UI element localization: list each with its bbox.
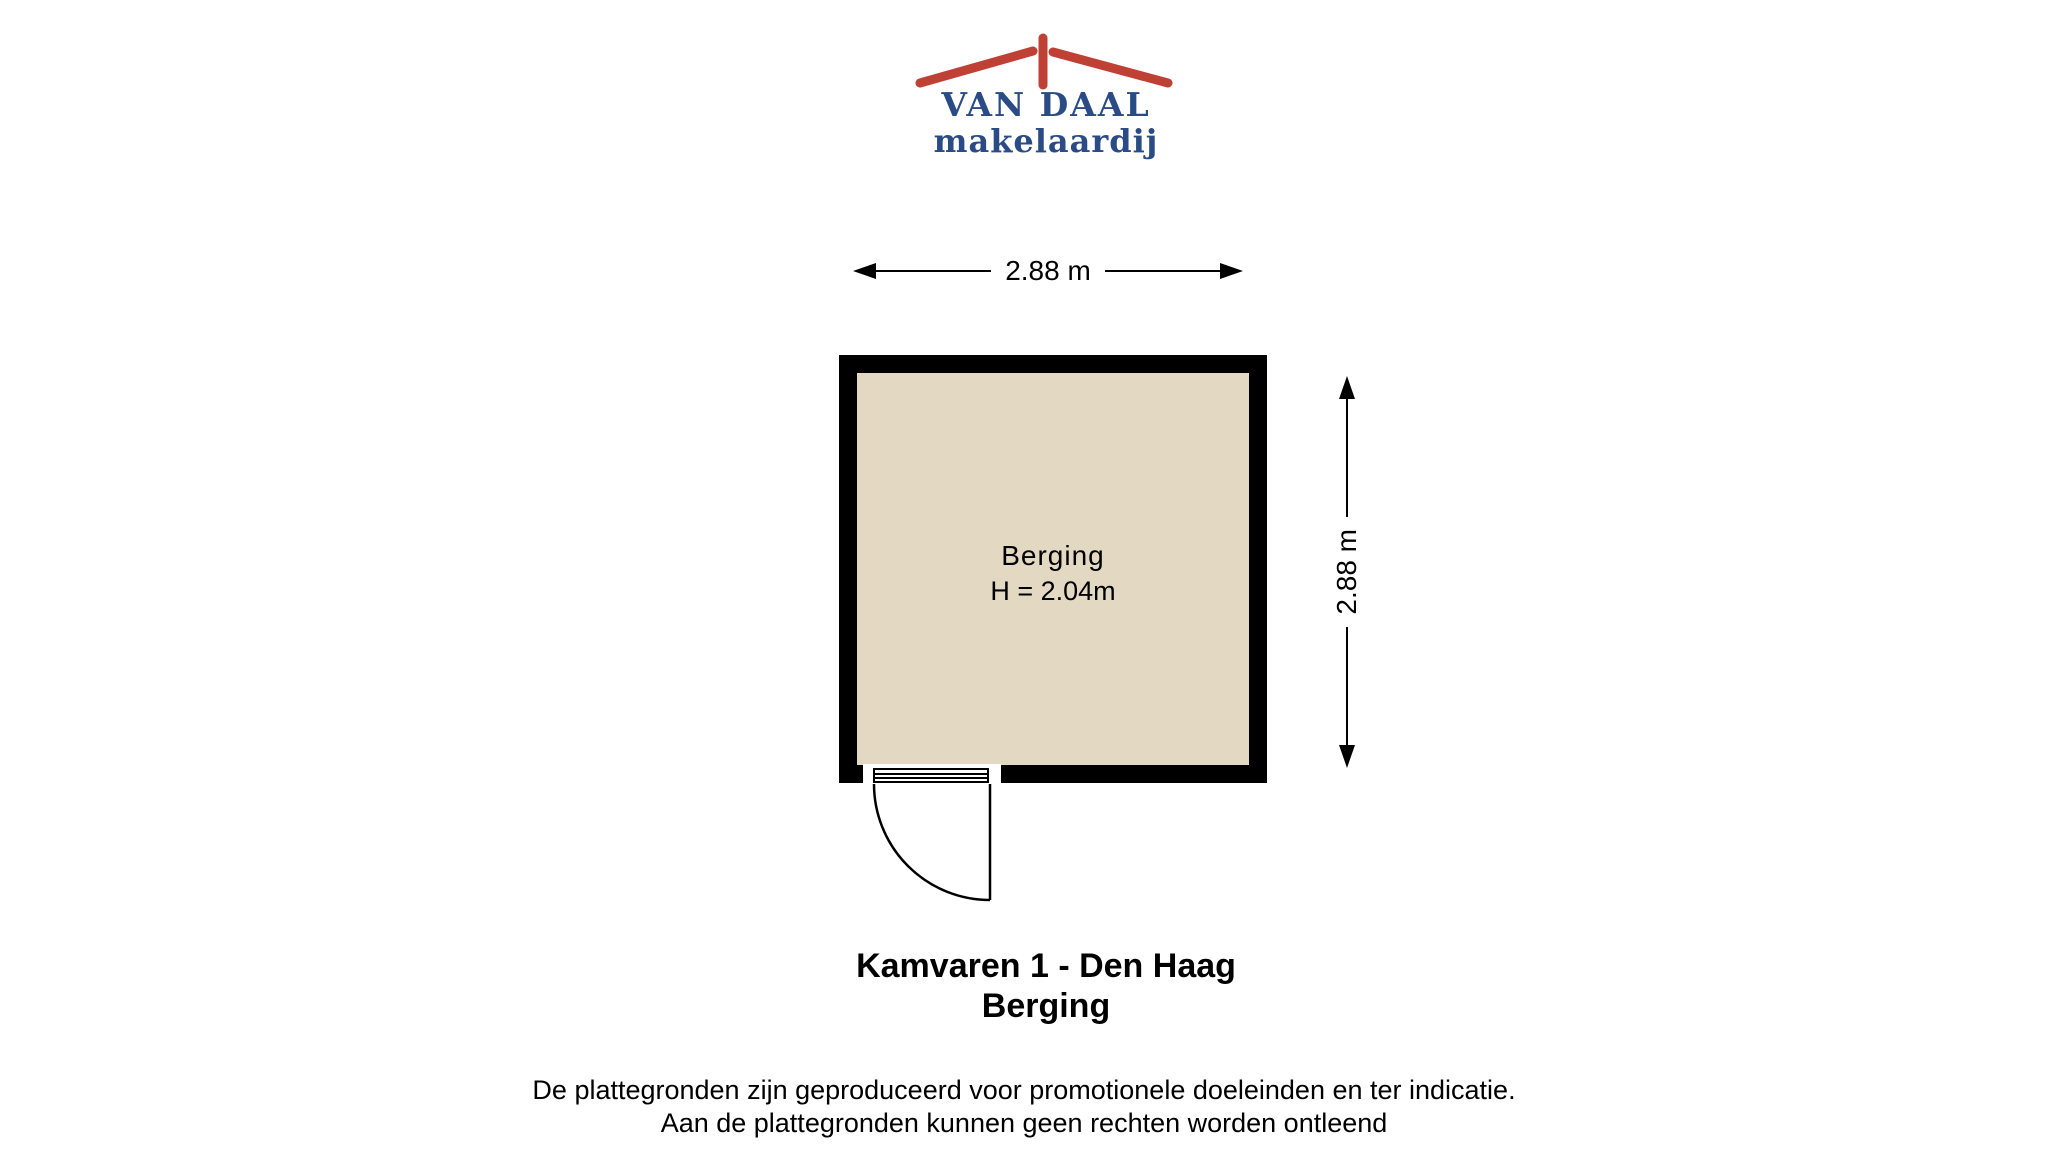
dimension-line xyxy=(876,270,991,272)
roof-icon xyxy=(905,28,1180,90)
roof-right-stroke xyxy=(1053,52,1168,83)
arrowhead-right-icon xyxy=(1220,263,1243,279)
door-sill-line xyxy=(875,773,987,775)
plan-title-address: Kamvaren 1 - Den Haag xyxy=(856,947,1236,985)
arrowhead-up-icon xyxy=(1339,376,1355,399)
dimension-line xyxy=(1105,270,1220,272)
door-swing-icon xyxy=(860,780,994,904)
disclaimer xyxy=(0,1074,2048,1140)
disclaimer-line-1: De plattegronden zijn geproduceerd voor promotionele doeleinden en ter indicatie. xyxy=(532,1075,1516,1105)
arrowhead-down-icon xyxy=(1339,745,1355,768)
plan-title xyxy=(646,946,1446,1026)
agency-logo-name: VAN DAAL xyxy=(941,85,1151,124)
door-swing xyxy=(860,780,994,904)
room-name-label: Berging xyxy=(1001,540,1105,571)
dimension-line xyxy=(1346,627,1348,745)
plan-title-room: Berging xyxy=(981,987,1111,1025)
door-sill-line xyxy=(875,777,987,779)
room-berging xyxy=(839,355,1267,783)
height-dimension-label: 2.88 m xyxy=(1331,529,1362,615)
disclaimer-line-2: Aan de plattegronden kunnen geen rechten worden ontleend xyxy=(660,1108,1388,1138)
door-arc xyxy=(874,784,990,900)
room-ceiling-height-label: H = 2.04m xyxy=(990,576,1116,606)
roof-left-stroke xyxy=(920,51,1033,83)
agency-logo-subtitle: makelaardij xyxy=(933,122,1159,160)
height-dimension xyxy=(1330,376,1364,768)
width-dimension-label: 2.88 m xyxy=(1005,254,1091,286)
dimension-line xyxy=(1346,399,1348,517)
arrowhead-left-icon xyxy=(853,263,876,279)
width-dimension xyxy=(853,254,1243,287)
agency-logo xyxy=(905,28,1180,90)
